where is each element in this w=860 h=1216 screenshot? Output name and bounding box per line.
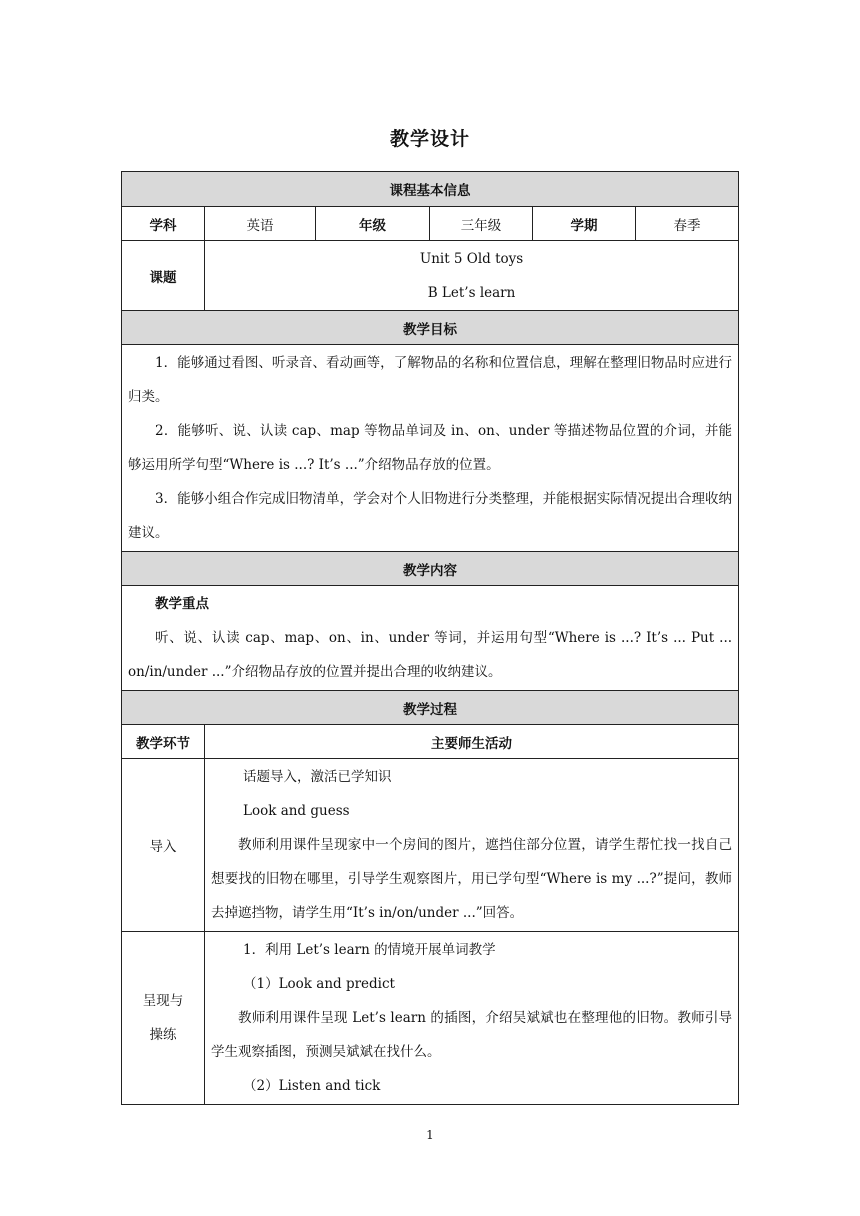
stage-name-line: 操练	[149, 1027, 177, 1043]
lesson-plan-table	[121, 171, 739, 1105]
section-header-content: 教学内容	[122, 552, 739, 586]
key-points-label: 教学重点	[155, 596, 209, 612]
subject-label: 学科	[122, 207, 205, 241]
term-value: 春季	[636, 207, 739, 241]
section-header-process: 教学过程	[122, 691, 739, 725]
page-number: 1	[426, 1128, 434, 1142]
stage-name-presentation	[122, 932, 205, 1105]
activity-paragraph: （2）Listen and tick	[243, 1078, 381, 1094]
grade-label: 年级	[316, 207, 430, 241]
activity-paragraph: （1）Look and predict	[243, 976, 395, 992]
activity-paragraph: 教师利用课件呈现 Let’s learn 的插图，介绍吴斌斌也在整理他的旧物。教师引导学生观察插图，预测吴斌斌在找什么。	[211, 1010, 733, 1060]
goal-item: 3．能够小组合作完成旧物清单，学会对个人旧物进行分类整理，并能根据实际情况提出合理收纳建议。	[128, 491, 733, 541]
activity-paragraph: 话题导入，激活已学知识	[243, 769, 392, 785]
column-header-stage: 教学环节	[122, 725, 205, 759]
goal-item: 2．能够听、说、认读 cap、map 等物品单词及 in、on、under 等描述物品位置的介词，并能够运用所学句型“Where is ...? It’s ...”介绍物品存放的位置。	[128, 423, 733, 473]
subject-value: 英语	[205, 207, 316, 241]
topic-line-2: B Let’s learn	[427, 284, 516, 301]
activity-paragraph: 1．利用 Let’s learn 的情境开展单词教学	[243, 942, 496, 958]
key-points-text: 听、说、认读 cap、map、on、in、under 等词，并运用句型“Where is ...? It’s ... Put ... on/in/under ...”介绍物品存放的位置并提出合理的收纳建议。	[128, 630, 733, 680]
section-header-basic-info: 课程基本信息	[122, 172, 739, 207]
stage-activity-presentation	[205, 932, 739, 1105]
content-cell	[122, 586, 739, 691]
activity-paragraph: 教师利用课件呈现家中一个房间的图片，遮挡住部分位置，请学生帮忙找一找自己想要找的旧物在哪里，引导学生观察图片，用已学句型“Where is my ...?”提问，教师去掉遮挡物，请学生用“It’s in/on/under ...”回答。	[211, 837, 733, 921]
goals-cell	[122, 345, 739, 552]
grade-value: 三年级	[430, 207, 533, 241]
column-header-activity: 主要师生活动	[205, 725, 739, 759]
topic-line-1: Unit 5 Old toys	[419, 250, 524, 267]
topic-label: 课题	[122, 241, 205, 311]
stage-activity-intro	[205, 759, 739, 932]
stage-name-line: 呈现与	[142, 993, 184, 1009]
document-title: 教学设计	[389, 128, 470, 150]
stage-name-intro: 导入	[122, 759, 205, 932]
section-header-goals: 教学目标	[122, 311, 739, 345]
goal-item: 1．能够通过看图、听录音、看动画等，了解物品的名称和位置信息，理解在整理旧物品时应进行归类。	[128, 355, 733, 405]
topic-value	[205, 241, 739, 311]
term-label: 学期	[533, 207, 636, 241]
activity-paragraph: Look and guess	[243, 803, 350, 819]
